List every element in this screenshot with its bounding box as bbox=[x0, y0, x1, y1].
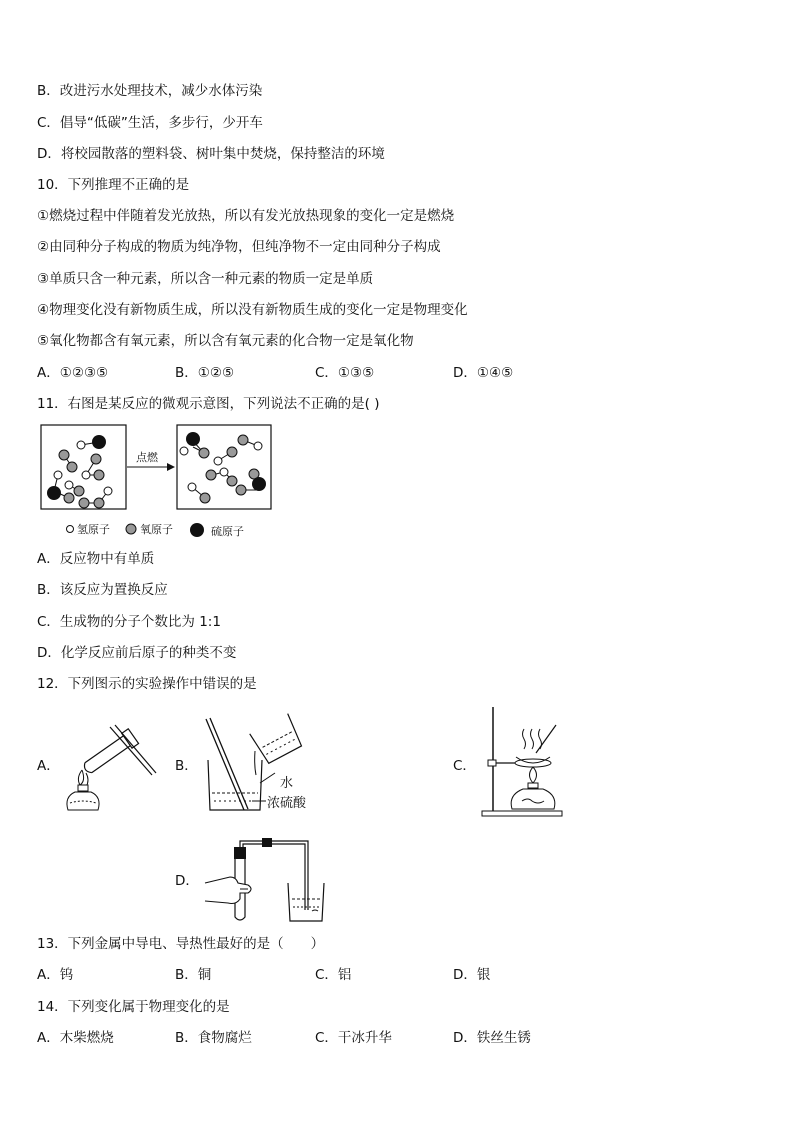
q10-option-a: A．①②③⑤ bbox=[37, 365, 109, 381]
q13-option-a: A．钨 bbox=[37, 967, 74, 983]
q10-stem: 10．下列推理不正确的是 bbox=[37, 177, 190, 193]
q10-statement-2: ②由同种分子构成的物质为纯净物，但纯净物不一定由同种分子构成 bbox=[37, 239, 441, 255]
q12-stem: 12．下列图示的实验操作中错误的是 bbox=[37, 676, 257, 692]
q10-option-d: D．①④⑤ bbox=[453, 365, 514, 381]
q14-option-c: C．干冰升华 bbox=[315, 1030, 392, 1046]
q13-option-c: C．铝 bbox=[315, 967, 352, 983]
q11-option-a: A．反应物中有单质 bbox=[37, 551, 155, 567]
q10-statement-4: ④物理变化没有新物质生成，所以没有新物质生成的变化一定是物理变化 bbox=[37, 302, 468, 318]
q10-option-b: B．①②⑤ bbox=[175, 365, 235, 381]
legend-sulfur: 硫原子 bbox=[211, 525, 244, 538]
airtightness-check-figure bbox=[200, 835, 335, 925]
q13-stem: 13．下列金属中导电、导热性最好的是（ ） bbox=[37, 936, 325, 952]
q12-label-a: A． bbox=[37, 758, 60, 774]
q11-option-b: B．该反应为置换反应 bbox=[37, 582, 168, 598]
q11-option-c: C．生成物的分子个数比为 1:1 bbox=[37, 614, 221, 630]
q9-option-b: B．改进污水处理技术，减少水体污染 bbox=[37, 83, 263, 99]
legend-oxygen: 氧原子 bbox=[140, 523, 173, 536]
q10-option-c: C．①③⑤ bbox=[315, 365, 375, 381]
q10-statement-3: ③单质只含一种元素，所以含一种元素的物质一定是单质 bbox=[37, 271, 374, 287]
q14-option-b: B．食物腐烂 bbox=[175, 1030, 252, 1046]
heating-test-tube-figure bbox=[60, 715, 160, 815]
q11-stem: 11．右图是某反应的微观示意图，下列说法不正确的是( ) bbox=[37, 396, 380, 412]
q12-label-b: B． bbox=[175, 758, 198, 774]
q9-option-d: D．将校园散落的塑料袋、树叶集中焚烧，保持整洁的环境 bbox=[37, 146, 385, 162]
q12-label-d: D． bbox=[175, 873, 199, 889]
arrow-label: 点燃 bbox=[136, 451, 158, 464]
legend-hydrogen: 氢原子 bbox=[77, 523, 110, 536]
q13-option-b: B．铜 bbox=[175, 967, 212, 983]
q14-option-a: A．木柴燃烧 bbox=[37, 1030, 114, 1046]
label-water: 水 bbox=[280, 776, 294, 791]
q14-option-d: D．铁丝生锈 bbox=[453, 1030, 531, 1046]
label-conc-sulfuric-acid: 浓硫酸 bbox=[267, 796, 307, 811]
q12-label-c: C． bbox=[453, 758, 476, 774]
q10-statement-5: ⑤氧化物都含有氧元素，所以含有氧元素的化合物一定是氧化物 bbox=[37, 333, 414, 349]
q14-stem: 14．下列变化属于物理变化的是 bbox=[37, 999, 230, 1015]
reaction-diagram bbox=[36, 420, 286, 545]
evaporation-figure bbox=[478, 705, 568, 820]
q9-option-c: C．倡导“低碳”生活，多步行，少开车 bbox=[37, 115, 263, 131]
q11-option-d: D．化学反应前后原子的种类不变 bbox=[37, 645, 237, 661]
q13-option-d: D．银 bbox=[453, 967, 491, 983]
dilution-figure bbox=[200, 715, 325, 815]
q10-statement-1: ①燃烧过程中伴随着发光放热，所以有发光放热现象的变化一定是燃烧 bbox=[37, 208, 455, 224]
